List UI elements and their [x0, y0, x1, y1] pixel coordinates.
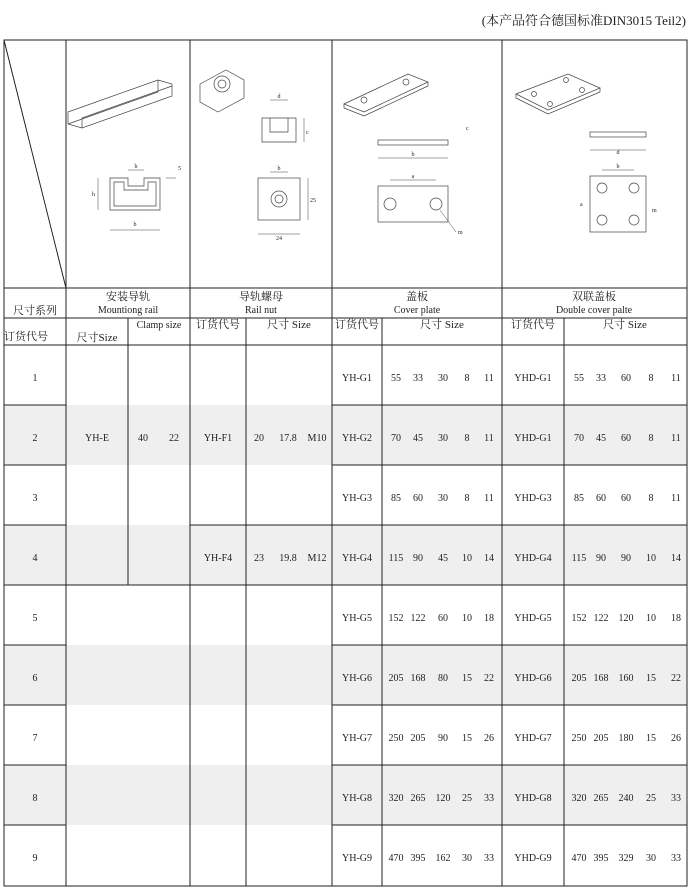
double-cover-size-value: 45 [596, 433, 606, 444]
nut-dim-c: c [306, 130, 309, 136]
header-double-en: Double cover palte [555, 305, 633, 316]
size-series-number: 2 [32, 433, 38, 444]
double-dim-b: b [616, 164, 620, 170]
cover-size-value: 30 [438, 433, 448, 444]
double-cover-size-value: 11 [671, 433, 681, 444]
double-cover-code: YHD-G7 [514, 733, 552, 744]
cover-code: YH-G4 [342, 553, 372, 564]
double-cover-size-value: 15 [646, 733, 656, 744]
cover-size-value: 15 [462, 733, 472, 744]
double-cover-size-value: 180 [618, 733, 634, 744]
cover-size-value: 15 [462, 673, 472, 684]
double-cover-code: YHD-G8 [514, 793, 552, 804]
cover-size-value: 11 [484, 373, 494, 384]
header-order-code: 订货代号 [4, 331, 48, 343]
cover-code: YH-G2 [342, 433, 372, 444]
cover-size-value: 26 [484, 733, 494, 744]
double-cover-size-value: 168 [593, 673, 609, 684]
header-nut-zh: 导轨螺母 [239, 291, 283, 303]
double-cover-size-value: 10 [646, 613, 656, 624]
size-series-number: 5 [32, 613, 38, 624]
cover-dim-a: a [411, 174, 415, 180]
cover-size-value: 205 [388, 673, 404, 684]
cover-size-value: 8 [464, 373, 470, 384]
cover-size-value: 55 [391, 373, 401, 384]
table-header [4, 289, 647, 344]
double-cover-code: YHD-G1 [514, 373, 552, 384]
cover-code: YH-G1 [342, 373, 372, 384]
cover-size-value: 11 [484, 433, 494, 444]
double-cover-size-value: 152 [571, 613, 587, 624]
double-cover-size-value: 11 [671, 373, 681, 384]
header-nut-size: 尺寸 Size [267, 319, 311, 331]
double-cover-size-value: 120 [618, 613, 634, 624]
header-size: 尺寸Size [76, 332, 118, 344]
nut-value: 23 [254, 553, 264, 564]
double-cover-size-value: 25 [646, 793, 656, 804]
double-cover-drawing [516, 74, 657, 232]
rail-clamp-2: 22 [169, 433, 179, 444]
double-cover-size-value: 60 [621, 433, 631, 444]
double-cover-size-value: 8 [648, 373, 654, 384]
size-series-number: 4 [32, 553, 38, 564]
cover-size-value: 162 [435, 853, 451, 864]
cover-size-value: 11 [484, 493, 494, 504]
nut-code: YH-F4 [203, 553, 233, 564]
cover-size-value: 33 [484, 793, 494, 804]
cover-code: YH-G5 [342, 613, 372, 624]
cover-drawing [344, 74, 469, 236]
double-cover-size-value: 60 [621, 373, 631, 384]
double-dim-m: m [652, 208, 657, 214]
cover-size-value: 10 [462, 553, 472, 564]
header-nut-en: Rail nut [245, 305, 277, 316]
double-cover-code: YHD-G5 [514, 613, 552, 624]
double-cover-size-value: 265 [593, 793, 609, 804]
double-cover-size-value: 395 [593, 853, 609, 864]
header-double-zh: 双联盖板 [572, 291, 616, 303]
rail-dim-b2: b [134, 164, 138, 170]
cover-dim-m: m [458, 230, 463, 236]
cover-code: YH-G8 [342, 793, 372, 804]
double-cover-size-value: 320 [571, 793, 587, 804]
header-clamp-size: Clamp size [136, 320, 182, 331]
nut-dim-b: b [277, 166, 281, 172]
double-cover-code: YHD-G6 [514, 673, 552, 684]
size-series-number: 7 [32, 733, 38, 744]
cover-size-value: 90 [413, 553, 423, 564]
cover-size-value: 152 [388, 613, 404, 624]
size-series-number: 3 [32, 493, 38, 504]
nut-value: M10 [307, 433, 327, 444]
cover-size-value: 8 [464, 433, 470, 444]
rail-dim-b: b [133, 222, 137, 228]
cover-size-value: 320 [388, 793, 404, 804]
cover-size-value: 14 [484, 553, 494, 564]
size-series-number: 9 [32, 853, 38, 864]
cover-size-value: 33 [413, 373, 423, 384]
double-cover-size-value: 26 [671, 733, 681, 744]
cover-size-value: 30 [438, 493, 448, 504]
cover-size-value: 470 [388, 853, 404, 864]
header-rail-zh: 安装导轨 [106, 291, 150, 303]
header-cover-size: 尺寸 Size [420, 319, 464, 331]
cover-size-value: 250 [388, 733, 404, 744]
rail-dim-h: h [92, 192, 95, 198]
cover-code: YH-G3 [342, 493, 372, 504]
double-cover-size-value: 205 [593, 733, 609, 744]
double-cover-code: YHD-G9 [514, 853, 552, 864]
cover-size-value: 80 [438, 673, 448, 684]
double-cover-size-value: 11 [671, 493, 681, 504]
cover-size-value: 22 [484, 673, 494, 684]
double-cover-size-value: 160 [618, 673, 634, 684]
double-cover-size-value: 8 [648, 433, 654, 444]
cover-size-value: 33 [484, 853, 494, 864]
double-cover-code: YHD-G1 [514, 433, 552, 444]
rail-dim-5: 5 [178, 166, 181, 172]
double-cover-size-value: 18 [671, 613, 681, 624]
rail-clamp-1: 40 [138, 433, 148, 444]
cover-size-value: 70 [391, 433, 401, 444]
nut-dim-24: 24 [276, 236, 282, 242]
cover-size-value: 30 [438, 373, 448, 384]
double-cover-size-value: 90 [596, 553, 606, 564]
cover-size-value: 30 [462, 853, 472, 864]
cover-size-value: 18 [484, 613, 494, 624]
double-cover-size-value: 70 [574, 433, 584, 444]
cover-size-value: 90 [438, 733, 448, 744]
double-cover-size-value: 60 [621, 493, 631, 504]
cover-size-value: 85 [391, 493, 401, 504]
double-cover-size-value: 60 [596, 493, 606, 504]
cover-size-value: 25 [462, 793, 472, 804]
cover-size-value: 45 [438, 553, 448, 564]
double-cover-size-value: 470 [571, 853, 587, 864]
cover-code: YH-G6 [342, 673, 372, 684]
header-rail-en: Mountiong rail [97, 305, 159, 316]
rail-drawing [68, 80, 181, 230]
double-cover-size-value: 90 [621, 553, 631, 564]
nut-value: M12 [307, 553, 327, 564]
double-dim-d: d [616, 150, 620, 156]
cover-size-value: 10 [462, 613, 472, 624]
nut-code: YH-F1 [203, 433, 233, 444]
cover-size-value: 60 [413, 493, 423, 504]
rail-code: YH-E [85, 433, 109, 444]
double-cover-size-value: 122 [593, 613, 609, 624]
nut-value: 17.8 [279, 433, 297, 444]
double-cover-size-value: 115 [571, 553, 587, 564]
header-cover-zh: 盖板 [406, 291, 428, 303]
double-cover-code: YHD-G4 [514, 553, 552, 564]
cover-size-value: 115 [388, 553, 404, 564]
header-cover-code: 订货代号 [335, 319, 379, 331]
double-cover-size-value: 33 [671, 853, 681, 864]
cover-size-value: 168 [410, 673, 426, 684]
double-cover-size-value: 14 [671, 553, 681, 564]
double-cover-size-value: 240 [618, 793, 634, 804]
cover-size-value: 8 [464, 493, 470, 504]
nut-dim-25: 25 [310, 198, 316, 204]
header-size-series: 尺寸系列 [13, 305, 57, 317]
nut-value: 20 [254, 433, 264, 444]
double-cover-size-value: 205 [571, 673, 587, 684]
header-double-size: 尺寸 Size [603, 319, 647, 331]
cover-size-value: 265 [410, 793, 426, 804]
size-series-number: 1 [32, 373, 38, 384]
double-cover-size-value: 250 [571, 733, 587, 744]
cover-size-value: 120 [435, 793, 451, 804]
double-cover-size-value: 85 [574, 493, 584, 504]
cover-dim-c: c [466, 126, 469, 132]
double-cover-code: YHD-G3 [514, 493, 552, 504]
header-cover-en: Cover plate [393, 305, 441, 316]
cover-dim-b: b [411, 152, 415, 158]
double-dim-a: a [580, 202, 583, 208]
cover-size-value: 45 [413, 433, 423, 444]
double-cover-size-value: 33 [596, 373, 606, 384]
header-nut-code: 订货代号 [196, 319, 240, 331]
cover-size-value: 395 [410, 853, 426, 864]
cover-size-value: 205 [410, 733, 426, 744]
double-cover-size-value: 329 [618, 853, 634, 864]
nut-dim-d: d [277, 94, 281, 100]
standard-note: (本产品符合德国标准DIN3015 Teil2) [481, 13, 686, 28]
size-series-number: 8 [32, 793, 38, 804]
double-cover-size-value: 55 [574, 373, 584, 384]
double-cover-size-value: 22 [671, 673, 681, 684]
cover-size-value: 122 [410, 613, 426, 624]
cover-code: YH-G9 [342, 853, 372, 864]
double-cover-size-value: 33 [671, 793, 681, 804]
size-series-number: 6 [32, 673, 38, 684]
double-cover-size-value: 30 [646, 853, 656, 864]
cover-size-value: 60 [438, 613, 448, 624]
nut-value: 19.8 [279, 553, 297, 564]
double-cover-size-value: 15 [646, 673, 656, 684]
cover-code: YH-G7 [342, 733, 372, 744]
double-cover-size-value: 8 [648, 493, 654, 504]
double-cover-size-value: 10 [646, 553, 656, 564]
nut-drawing [200, 70, 316, 242]
header-double-code: 订货代号 [511, 319, 555, 331]
